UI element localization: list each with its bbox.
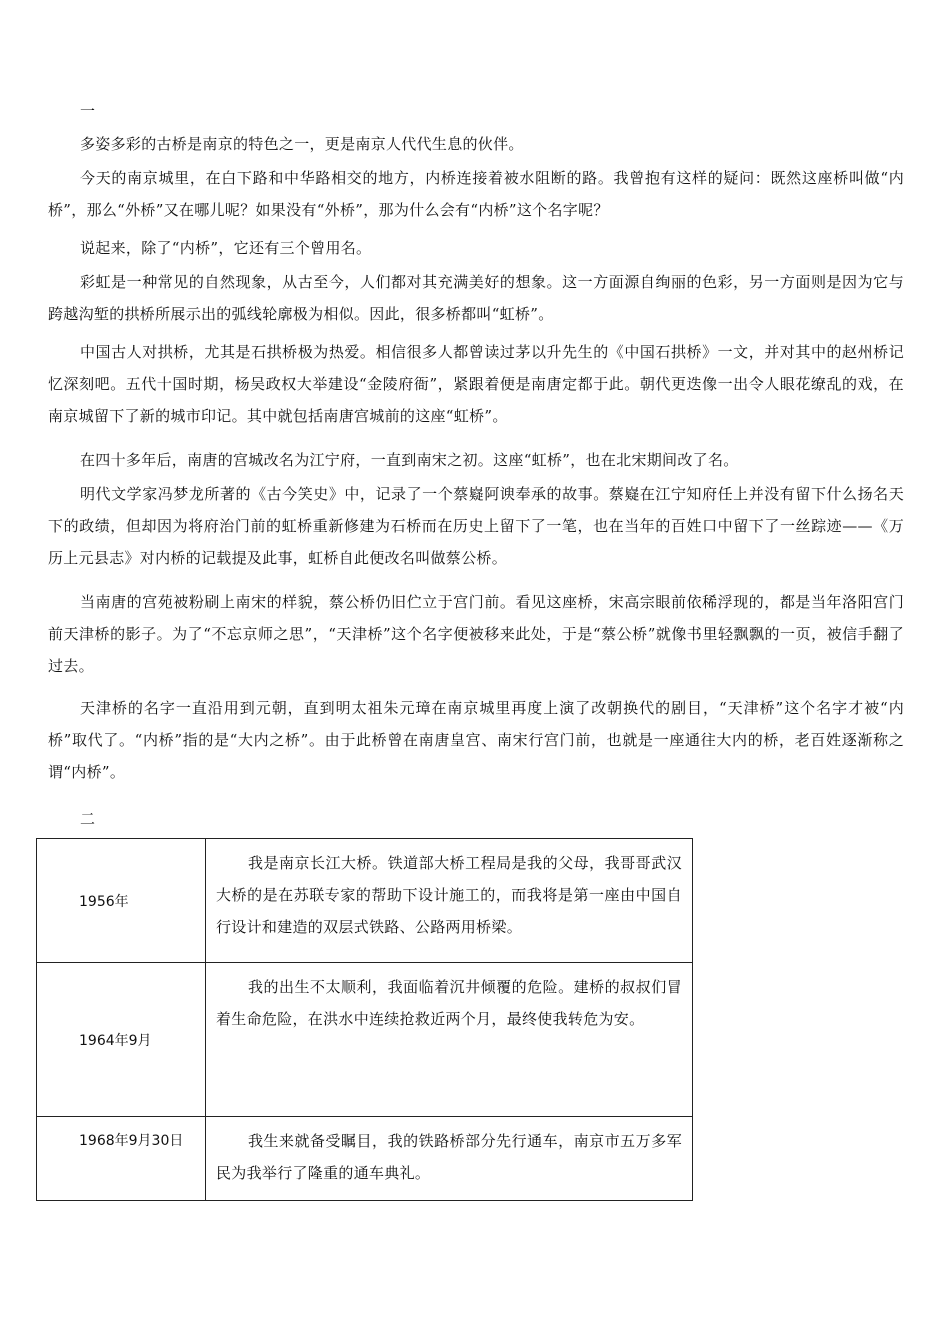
date-cell xyxy=(37,1117,206,1201)
paragraph-3: 说起来，除了“内桥”，它还有三个曾用名。 xyxy=(80,239,372,257)
description-text: 我生来就备受瞩目，我的铁路桥部分先行通车，南京市五万多军民为我举行了隆重的通车典礼。 xyxy=(216,1132,682,1182)
description-cell xyxy=(206,1117,693,1201)
timeline-table xyxy=(36,838,693,1201)
paragraph-7: 明代文学家冯梦龙所著的《古今笑史》中，记录了一个蔡嶷阿谀奉承的故事。蔡嶷在江宁知府任上并没有留下什么扬名天下的政绩，但却因为将府治门前的虹桥重新修建为石桥而在历史上留下了一笔，也在当年的百姓口中留下了一丝踪迹——《万历上元县志》对内桥的记载提及此事，虹桥自此便改名叫做蔡公桥。 xyxy=(48,485,904,567)
paragraph-2: 今天的南京城里，在白下路和中华路相交的地方，内桥连接着被水阻断的路。我曾抱有这样的疑问：既然这座桥叫做“内桥”，那么“外桥”又在哪儿呢？如果没有“外桥”，那为什么会有“内桥”这个名字呢？ xyxy=(48,169,904,219)
table-row xyxy=(37,839,693,963)
section-heading-2: 二 xyxy=(80,810,96,828)
description-text: 我的出生不太顺利，我面临着沉井倾覆的危险。建桥的叔叔们冒着生命危险，在洪水中连续抢救近两个月，最终使我转危为安。 xyxy=(216,978,682,1028)
date-cell xyxy=(37,963,206,1117)
paragraph-4: 彩虹是一种常见的自然现象，从古至今，人们都对其充满美好的想象。这一方面源自绚丽的色彩，另一方面则是因为它与跨越沟堑的拱桥所展示出的弧线轮廓极为相似。因此，很多桥都叫“虹桥”。 xyxy=(48,273,904,323)
date-text: 1956年 xyxy=(79,893,129,910)
table-row xyxy=(37,1117,693,1201)
description-text: 我是南京长江大桥。铁道部大桥工程局是我的父母，我哥哥武汉大桥的是在苏联专家的帮助下设计施工的，而我将是第一座由中国自行设计和建造的双层式铁路、公路两用桥梁。 xyxy=(216,854,682,936)
paragraph-8: 当南唐的宫苑被粉刷上南宋的样貌，蔡公桥仍旧伫立于宫门前。看见这座桥，宋高宗眼前依稀浮现的，都是当年洛阳宫门前天津桥的影子。为了“不忘京师之思”，“天津桥”这个名字便被移来此处，于是“蔡公桥”就像书里轻飘飘的一页，被信手翻了过去。 xyxy=(48,593,904,675)
description-cell xyxy=(206,963,693,1117)
paragraph-6: 在四十多年后，南唐的宫城改名为江宁府，一直到南宋之初。这座“虹桥”，也在北宋期间改了名。 xyxy=(80,451,739,469)
description-cell xyxy=(206,839,693,963)
section-heading-1: 一 xyxy=(80,102,96,120)
paragraph-9: 天津桥的名字一直沿用到元朝，直到明太祖朱元璋在南京城里再度上演了改朝换代的剧目，“天津桥”这个名字才被“内桥”取代了。“内桥”指的是“大内之桥”。由于此桥曾在南唐皇宫、南宋行宫门前，也就是一座通往大内的桥，老百姓逐渐称之谓“内桥”。 xyxy=(48,699,904,781)
date-text: 1968年9月30日 xyxy=(79,1133,184,1149)
table-row xyxy=(37,963,693,1117)
date-cell xyxy=(37,839,206,963)
date-text: 1964年9月 xyxy=(79,1032,152,1049)
paragraph-5: 中国古人对拱桥，尤其是石拱桥极为热爱。相信很多人都曾读过茅以升先生的《中国石拱桥》一文，并对其中的赵州桥记忆深刻吧。五代十国时期，杨吴政权大举建设“金陵府衙”，紧跟着便是南唐定都于此。朝代更迭像一出令人眼花缭乱的戏，在南京城留下了新的城市印记。其中就包括南唐宫城前的这座“虹桥”。 xyxy=(48,343,904,425)
paragraph-1: 多姿多彩的古桥是南京的特色之一，更是南京人代代生息的伙伴。 xyxy=(80,135,524,153)
